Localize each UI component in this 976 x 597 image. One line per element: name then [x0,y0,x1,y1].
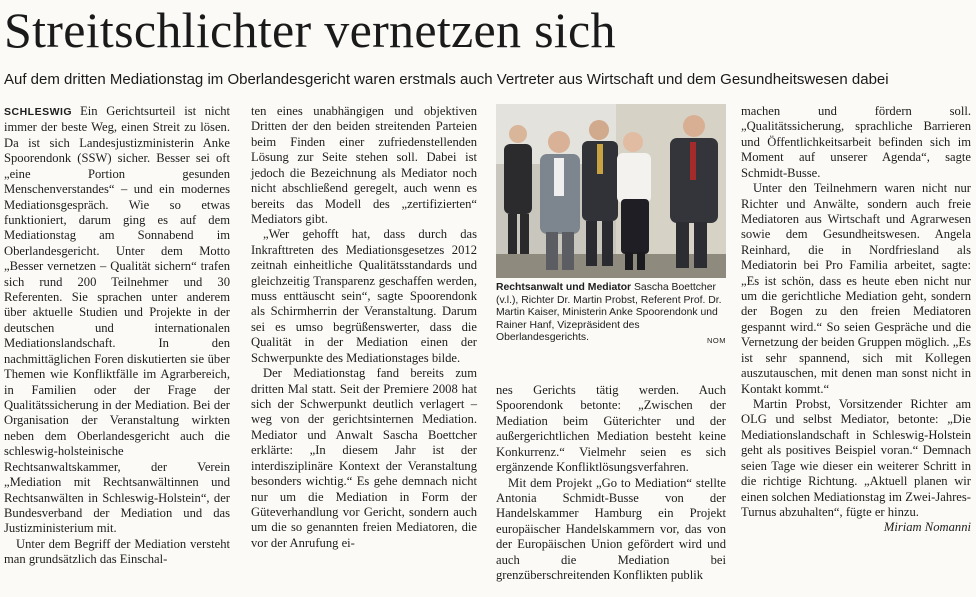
article-column-1 [4,104,230,568]
paragraph: nes Gerichts tätig werden. Auch Spoorendonk betonte: „Zwischen der Mediation beim Güterichter und der außergerichtlichen Mediation besteht keine Konkurrenz.“ Vielmehr seien es sich ergänzende Konfliktlösungsverfahren. [496,383,726,475]
caption-text: Sascha Boettcher (v.l.), Richter Dr. Martin Probst, Referent Prof. Dr. Martin Kaiser, Ministerin Anke Spoorendonk und Rainer Hanf, Vizepräsident des Oberlandesgerichts. [496,282,722,344]
group-photo-image [496,104,726,278]
caption-lead: Rechtsanwalt und Mediator [496,282,632,293]
paragraph: ten eines unabhängigen und objektiven Dritten der den beiden streitenden Parteien beim Finden einer zufriedenstellenden Lösung zur Seite stehen soll. Dabei ist jedoch die Bezeichnung als Mediator noch nicht abschließend geregelt, auch wenn es bereits das Modell des „zertifizierten“ Mediators gibt. [251,104,477,226]
paragraph: Mit dem Projekt „Go to Mediation“ stellte Antonia Schmidt-Busse von der Handelskammer Hamburg ein Projekt europäischer Handelskammern vor, das von der Europäischen Union gefördert wird und auch die Mediation bei grenzüberschreitenden Konflikten publik [496,475,726,583]
article-column-4 [741,104,971,536]
photo-caption [496,282,726,348]
paragraph: Der Mediationstag fand bereits zum dritten Mal statt. Seit der Premiere 2008 hat sich der Schwerpunkt deutlich verlagert – weg von der gerichtsinternen Mediation. Mediator und Anwalt Sascha Boettcher erklärte: „In diesem Jahr ist der interdisziplinäre Kontext der Veranstaltung besonders wichtig.“ Es gehe demnach nicht nur um die Mediation in Form der Güteverhandlung vor Gericht, sondern auch um die so genannten freien Mediatoren, die vor der Anrufung ei- [251,366,477,550]
paragraph: machen und fördern soll. „Qualitätssicherung, sprachliche Barrieren und Öffentlichkeitsarbeit befinden sich im Moment auf unserer Agenda“, sagte Schmidt-Busse. [741,104,971,180]
subheadline: Auf dem dritten Mediationstag im Oberlandesgericht waren erstmals auch Vertreter aus Wirtschaft und dem Gesundheitswesen dabei [4,71,889,88]
paragraph: „Wer gehofft hat, dass durch das Inkrafttreten des Mediationsgesetzes 2012 zeitnah einheitliche Qualitätsstandards und gleichzeitig Transparenz geschaffen werden, muss enttäuscht sein“, sagte Spoorendonk als Schirmherrin der Veranstaltung. Darum sei es umso begrüßenswerter, dass die Qualität in der Mediation einen der Schwerpunkte des Mediationstages bilde. [251,227,477,365]
group-photo [496,104,726,278]
paragraph: Unter dem Begriff der Mediation versteht man grundsätzlich das Einschal- [4,536,230,567]
article-column-2 [251,104,477,551]
article-column-3 [496,383,726,583]
paragraph: Unter den Teilnehmern waren nicht nur Richter und Anwälte, sondern auch freie Mediatoren aus Wirtschaft und Agrarwesen sowie dem Gesundheitswesen. Angela Reinhard, die in Nordfriesland als Mediatorin bei Pro Familia arbeitet, sagte: „Es ist schön, dass es heute eben nicht nur um die gerichtliche Mediation geht, sondern der Bogen zu den freien Mediatoren gespannt wird.“ So seien Gespräche und die Vernetzung der beiden Gruppen möglich. „Es ist sehr spannend, sich mit Kollegen auszutauschen, mit denen man sonst nicht in Kontakt kommt.“ [741,181,971,396]
paragraph [4,104,230,537]
author-byline: Miriam Nomanni [883,520,971,535]
paragraph-text: Ein Gerichtsurteil ist nicht immer der beste Weg, einen Streit zu lösen. Da ist sich Landesjustizministerin Anke Spoorendonk (SSW) sicher. Besser sei oft „eine Portion gesunden Menschenverstandes“ – und ein modernes Mediationsgespräch. Wie so etwas funktioniert, darum ging es auf dem Mediationstag am Sonnabend im Oberlandesgericht. Unter dem Motto „Besser vernetzen – Qualität sichern“ trafen sich rund 200 Teilnehmer und 30 Referenten. Sie sprachen unter anderem über aktuelle Studien und Projekte in der deutschen und internationalen Mediationslandschaft. In den nachmittäglichen Foren diskutierten sie über Themen wie Konfliktfälle im Agrarbereich, in Familien oder der Frage der Qualitätssicherung in der Mediation. Bei der Organisation der Veranstaltung wirkten neben dem Oberlandesgericht auch die schleswig-holsteinische Rechtsanwaltskammer, der Verein „Mediation mit Rechtsanwältinnen und Rechtsanwälten in Schleswig-Holstein“, der Bundesverband der Mediation und das Justizministerium mit. [4,104,230,536]
dateline: SCHLESWIG [4,106,73,118]
paragraph: Martin Probst, Vorsitzender Richter am OLG und selbst Mediator, betonte: „Die Mediationslandschaft in Schleswig-Holstein geht als positives Beispiel voran.“ Demnach seien Tage wie dieser ein weiterer Schritt in die richtige Richtung. „Aktuell planen wir einen solchen Mediationstag im Zwei-Jahres-Turnus abzuhalten“, fügte er hinzu. [741,397,971,519]
photo-credit: NOM [707,336,726,346]
headline: Streitschlichter vernetzen sich [4,2,616,58]
